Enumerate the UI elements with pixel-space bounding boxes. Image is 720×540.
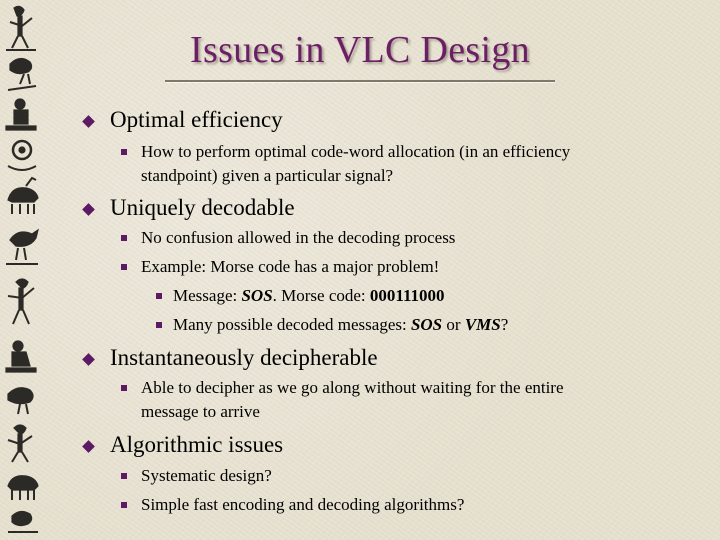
sub-sub-bullet-message (173, 284, 445, 308)
sub-bullet-fast-algorithms: Simple fast encoding and decoding algorithms? (141, 495, 465, 514)
message-mid: . Morse code: (272, 286, 370, 305)
bullet-algorithmic-issues: Algorithmic issues (110, 432, 284, 457)
message-sos: SOS (241, 286, 273, 305)
hieroglyph-border-icon (0, 0, 46, 540)
sub-bullet-systematic-design: Systematic design? (141, 466, 272, 485)
sub-bullet-line: message to arrive (141, 402, 260, 421)
sub-bullet-decipher (141, 376, 564, 424)
bullet-uniquely-decodable: Uniquely decodable (110, 195, 295, 220)
sub-bullet-no-confusion: No confusion allowed in the decoding process (141, 228, 456, 247)
diamond-bullet-icon (82, 115, 95, 128)
decoded-mid: or (442, 315, 465, 334)
square-bullet-icon (121, 235, 127, 241)
square-bullet-icon (121, 502, 127, 508)
square-bullet-icon (156, 293, 162, 299)
decoded-prefix: Many possible decoded messages: (173, 315, 411, 334)
bullet-optimal-efficiency: Optimal efficiency (110, 107, 283, 132)
bullet-instantaneously-decipherable: Instantaneously decipherable (110, 345, 378, 370)
square-bullet-icon (121, 149, 127, 155)
morse-code-value: 000111000 (369, 286, 445, 305)
slide-title: Issues in VLC Design (190, 29, 530, 71)
sub-sub-bullet-decoded (173, 313, 508, 337)
square-bullet-icon (121, 264, 127, 270)
sub-bullet-morse-example: Example: Morse code has a major problem! (141, 257, 440, 276)
sub-bullet-line: standpoint) given a particular signal? (141, 166, 394, 185)
sub-bullet-line: Able to decipher as we go along without waiting for the entire (141, 378, 564, 397)
decoded-sos: SOS (410, 315, 443, 334)
decoded-suffix: ? (500, 315, 509, 334)
sub-bullet-optimal-allocation (141, 140, 570, 188)
decoded-vms: VMS (464, 315, 501, 334)
diamond-bullet-icon (82, 440, 95, 453)
title-underline (165, 80, 555, 82)
square-bullet-icon (121, 473, 127, 479)
message-prefix: Message: (173, 286, 242, 305)
sub-bullet-line: How to perform optimal code-word allocation (in an efficiency (141, 142, 571, 161)
diamond-bullet-icon (82, 203, 95, 216)
diamond-bullet-icon (82, 353, 95, 366)
square-bullet-icon (156, 322, 162, 328)
square-bullet-icon (121, 385, 127, 391)
